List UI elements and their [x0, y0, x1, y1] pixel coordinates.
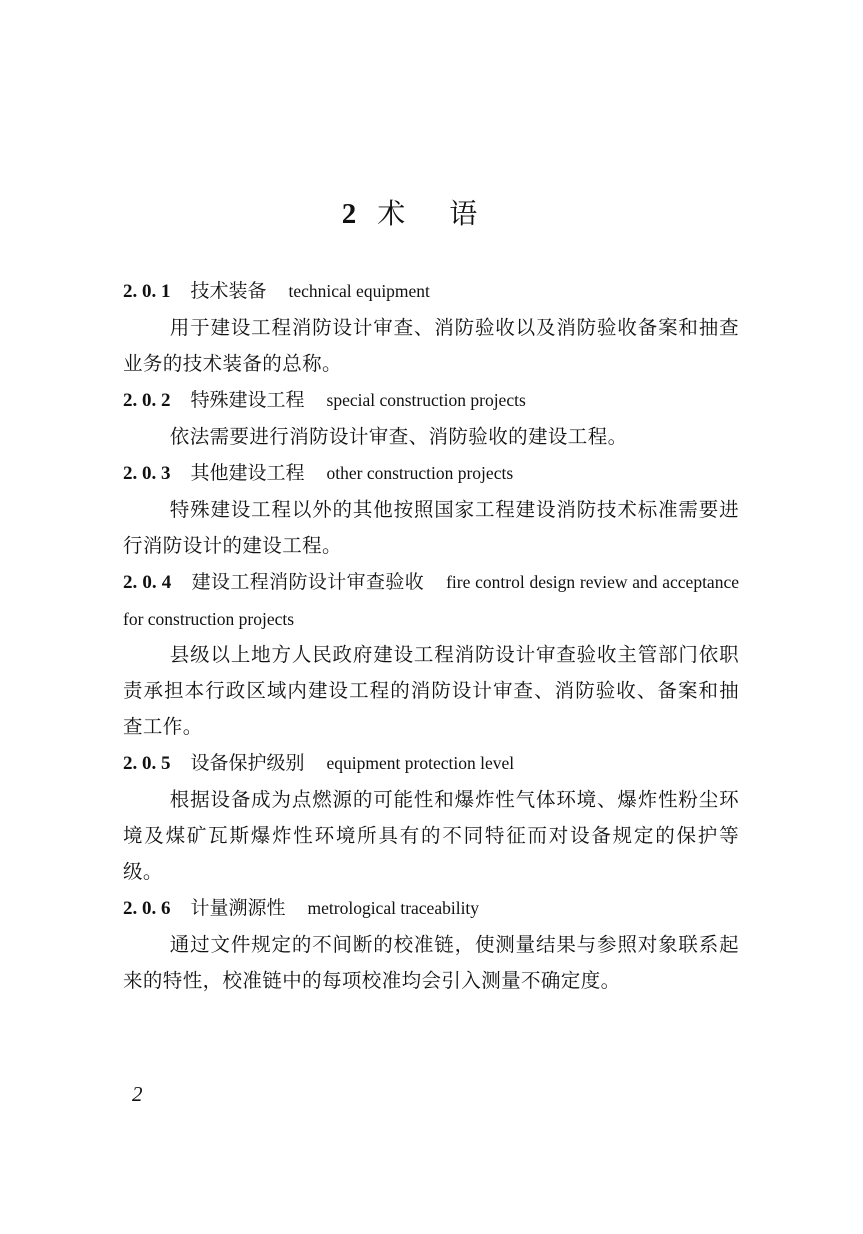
- chapter-title: [0, 196, 863, 232]
- term-number: 2. 0. 6: [123, 898, 171, 919]
- term-heading: [123, 564, 739, 637]
- term-entry: [123, 745, 739, 890]
- term-heading: [123, 273, 739, 310]
- chapter-title-text: 术语: [377, 197, 522, 230]
- term-english: other construction projects: [326, 463, 514, 483]
- term-definition: 特殊建设工程以外的其他按照国家工程建设消防技术标准需要进行消防设计的建设工程。: [123, 498, 739, 557]
- term-entry: [123, 382, 739, 455]
- term-chinese: 其他建设工程: [190, 462, 305, 484]
- term-chinese: 建设工程消防设计审查验收: [191, 571, 425, 593]
- term-heading: [123, 382, 739, 419]
- term-english: fire control design review and acceptance for construction projects: [123, 572, 739, 629]
- term-entry: [123, 273, 739, 382]
- term-definition: 用于建设工程消防设计审查、消防验收以及消防验收备案和抽查业务的技术装备的总称。: [123, 316, 739, 375]
- term-number: 2. 0. 3: [123, 463, 171, 484]
- terms-list: [123, 273, 739, 999]
- term-english: metrological traceability: [307, 898, 480, 918]
- chapter-number: 2: [341, 198, 357, 230]
- term-heading: [123, 455, 739, 492]
- term-english: equipment protection level: [326, 753, 515, 773]
- term-number: 2. 0. 5: [123, 753, 171, 774]
- term-definition: 县级以上地方人民政府建设工程消防设计审查验收主管部门依职责承担本行政区域内建设工程的消防设计审查、消防验收、备案和抽查工作。: [123, 643, 739, 738]
- term-entry: [123, 564, 739, 745]
- term-entry: [123, 455, 739, 564]
- term-number: 2. 0. 4: [123, 572, 172, 593]
- term-definition: 根据设备成为点燃源的可能性和爆炸性气体环境、爆炸性粉尘环境及煤矿瓦斯爆炸性环境所具有的不同特征而对设备规定的保护等级。: [123, 788, 739, 883]
- term-heading: [123, 890, 739, 927]
- term-chinese: 技术装备: [190, 280, 267, 302]
- term-heading: [123, 745, 739, 782]
- term-chinese: 设备保护级别: [190, 752, 305, 774]
- term-entry: [123, 890, 739, 999]
- term-chinese: 特殊建设工程: [190, 389, 305, 411]
- term-definition: 通过文件规定的不间断的校准链，使测量结果与参照对象联系起来的特性，校准链中的每项校准均会引入测量不确定度。: [123, 933, 739, 992]
- term-chinese: 计量溯源性: [190, 897, 286, 919]
- term-number: 2. 0. 1: [123, 281, 171, 302]
- term-number: 2. 0. 2: [123, 390, 171, 411]
- term-english: special construction projects: [326, 390, 526, 410]
- page-number: 2: [132, 1082, 143, 1106]
- term-english: technical equipment: [288, 281, 430, 301]
- term-definition: 依法需要进行消防设计审查、消防验收的建设工程。: [169, 425, 628, 448]
